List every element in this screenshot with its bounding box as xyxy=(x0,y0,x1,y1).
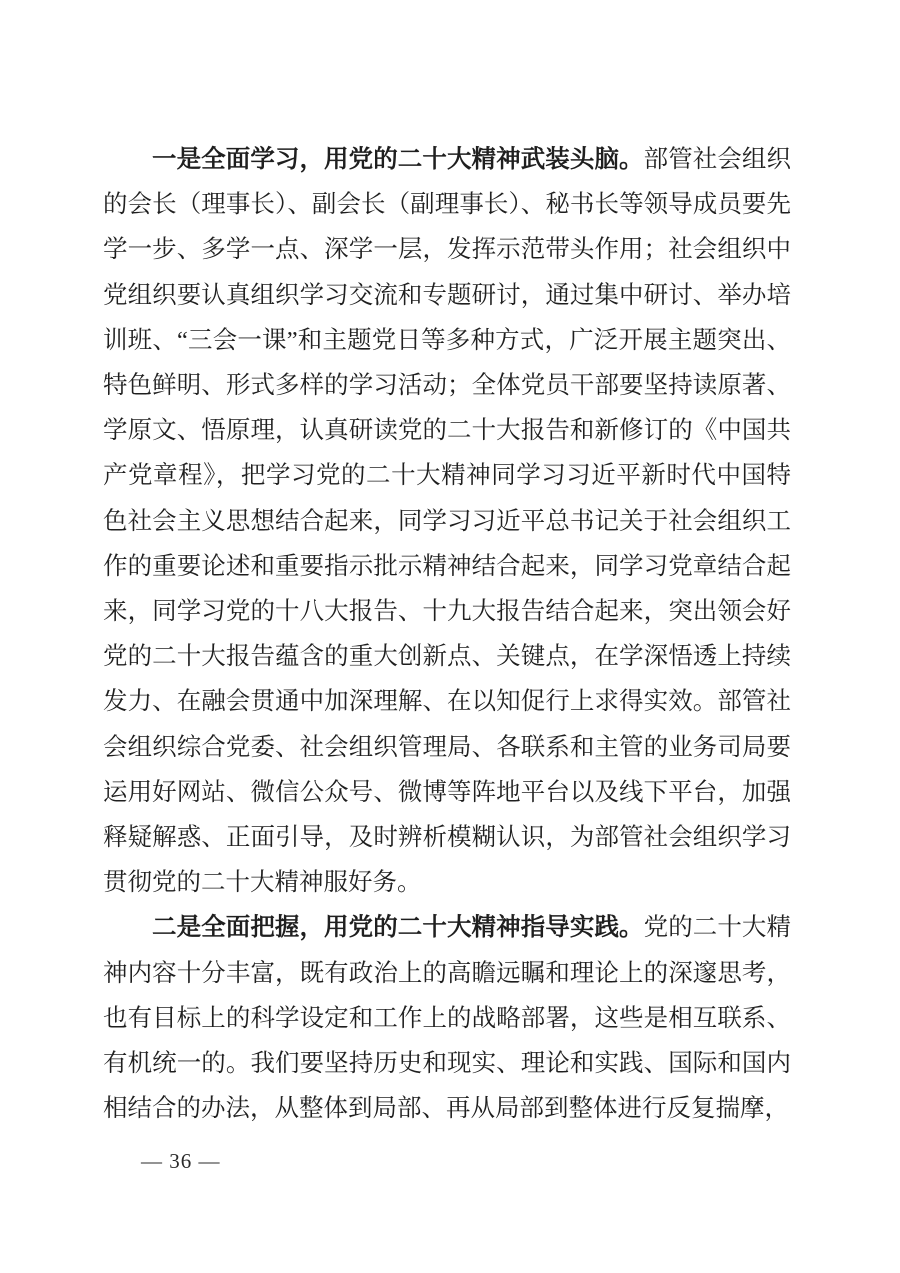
paragraph-2 xyxy=(103,905,791,1131)
paragraph-1-lead: 一是全面学习，用党的二十大精神武装头脑。 xyxy=(152,146,644,173)
paragraph-1 xyxy=(103,137,791,905)
paragraph-2-lead: 二是全面把握，用党的二十大精神指导实践。 xyxy=(152,914,644,942)
page-number: — 36 — xyxy=(141,1149,221,1173)
paragraph-2-text: 党的二十大精神内容十分丰富，既有政治上的高瞻远瞩和理论上的深邃思考，也有目标上的科学设定和工作上的战略部署，这些是相互联系、有机统一的。我们要坚持历史和现实、理论和实践、国际和国内相结合的办法，从整体到局部、再从局部到整体进行反复揣摩， xyxy=(103,914,792,1123)
document-body xyxy=(103,137,791,1131)
paragraph-1-text: 部管社会组织的会长（理事长）、副会长（副理事长）、秘书长等领导成员要先学一步、多学一点、深学一层，发挥示范带头作用；社会组织中党组织要认真组织学习交流和专题研讨，通过集中研讨、举办培训班、“三会一课”和主题党日等多种方式，广泛开展主题突出、特色鲜明、形式多样的学习活动；全体党员干部要坚持读原著、学原文、悟原理，认真研读党的二十大报告和新修订的《中国共产党章程》，把学习党的二十大精神同学习习近平新时代中国特色社会主义思想结合起来，同学习习近平总书记关于社会组织工作的重要论述和重要指示批示精神结合起来，同学习党章结合起来，同学习党的十八大报告、十九大报告结合起来，突出领会好党的二十大报告蕴含的重大创新点、关键点，在学深悟透上持续发力、在融会贯通中加深理解、在以知促行上求得实效。部管社会组织综合党委、社会组织管理局、各联系和主管的业务司局要运用好网站、微信公众号、微博等阵地平台以及线下平台，加强释疑解惑、正面引导，及时辨析模糊认识，为部管社会组织学习贯彻党的二十大精神服好务。 xyxy=(103,146,792,897)
